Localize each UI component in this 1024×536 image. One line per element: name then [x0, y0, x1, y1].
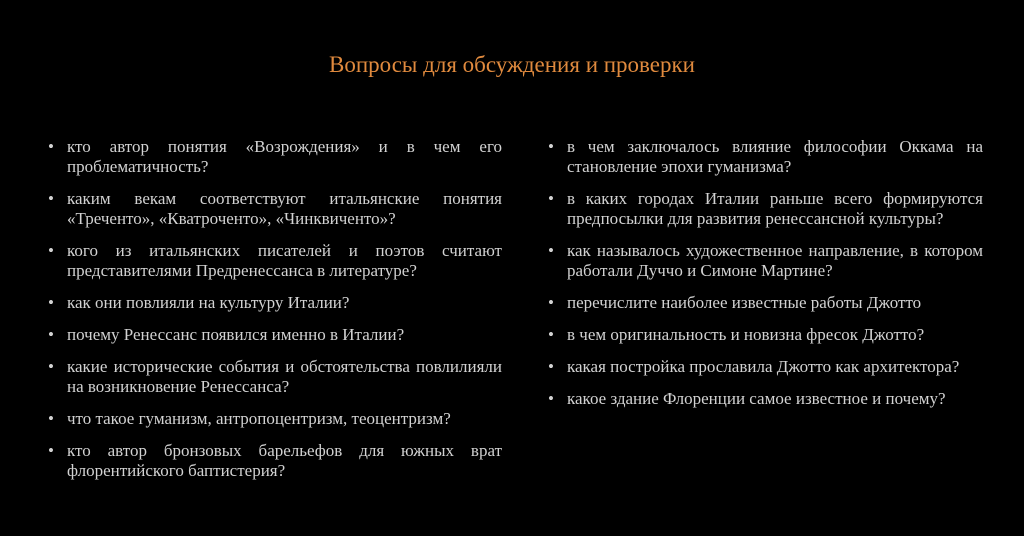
- question-text: кого из итальянских писателей и поэтов считают представителями Предренессанса в литературе?: [67, 241, 502, 280]
- question-text: как они повлияли на культуру Италии?: [67, 293, 350, 312]
- list-item: [48, 357, 502, 397]
- question-text: какая постройка прославила Джотто как архитектора?: [567, 357, 960, 376]
- list-item: [48, 241, 502, 281]
- list-item: [548, 389, 983, 409]
- bullet-icon: •: [48, 409, 54, 428]
- bullet-icon: •: [48, 241, 54, 260]
- bullet-icon: •: [48, 137, 54, 156]
- question-text: кто автор понятия «Возрождения» и в чем его проблематичность?: [67, 137, 502, 176]
- bullet-icon: •: [548, 389, 554, 408]
- list-item: [548, 293, 983, 313]
- question-text: какие исторические события и обстоятельства повлилияли на возникновение Ренессанса?: [67, 357, 502, 396]
- question-text: какое здание Флоренции самое известное и почему?: [567, 389, 946, 408]
- question-text: в чем оригинальность и новизна фресок Джотто?: [567, 325, 925, 344]
- bullet-icon: •: [48, 357, 54, 376]
- bullet-icon: •: [48, 189, 54, 208]
- list-item: [548, 357, 983, 377]
- bullet-icon: •: [548, 293, 554, 312]
- question-text: как называлось художественное направление, в котором работали Дуччо и Симоне Мартине?: [567, 241, 983, 280]
- question-text: что такое гуманизм, антропоцентризм, теоцентризм?: [67, 409, 451, 428]
- bullet-icon: •: [548, 137, 554, 156]
- list-item: [48, 409, 502, 429]
- list-item: [548, 325, 983, 345]
- question-text: каким векам соответствуют итальянские понятия «Треченто», «Кватроченто», «Чинквиченто»?: [67, 189, 502, 228]
- question-text: в каких городах Италии раньше всего формируются предпосылки для развития ренессансной культуры?: [567, 189, 983, 228]
- question-text: кто автор бронзовых барельефов для южных врат флорентийского баптистерия?: [67, 441, 502, 480]
- list-item: [48, 325, 502, 345]
- list-item: [48, 441, 502, 481]
- bullet-icon: •: [548, 241, 554, 260]
- question-text: перечислите наиболее известные работы Джотто: [567, 293, 922, 312]
- question-text: почему Ренессанс появился именно в Италии?: [67, 325, 405, 344]
- list-item: [48, 137, 502, 177]
- bullet-icon: •: [48, 293, 54, 312]
- bullet-icon: •: [548, 325, 554, 344]
- slide-title: Вопросы для обсуждения и проверки: [329, 52, 695, 77]
- bullet-icon: •: [48, 325, 54, 344]
- list-item: [548, 137, 983, 177]
- bullet-icon: •: [548, 357, 554, 376]
- bullet-icon: •: [548, 189, 554, 208]
- left-question-list: [48, 137, 502, 493]
- list-item: [48, 189, 502, 229]
- list-item: [548, 189, 983, 229]
- question-text: в чем заключалось влияние философии Оккама на становление эпохи гуманизма?: [567, 137, 983, 176]
- bullet-icon: •: [48, 441, 54, 460]
- list-item: [48, 293, 502, 313]
- list-item: [548, 241, 983, 281]
- right-question-list: [548, 137, 983, 421]
